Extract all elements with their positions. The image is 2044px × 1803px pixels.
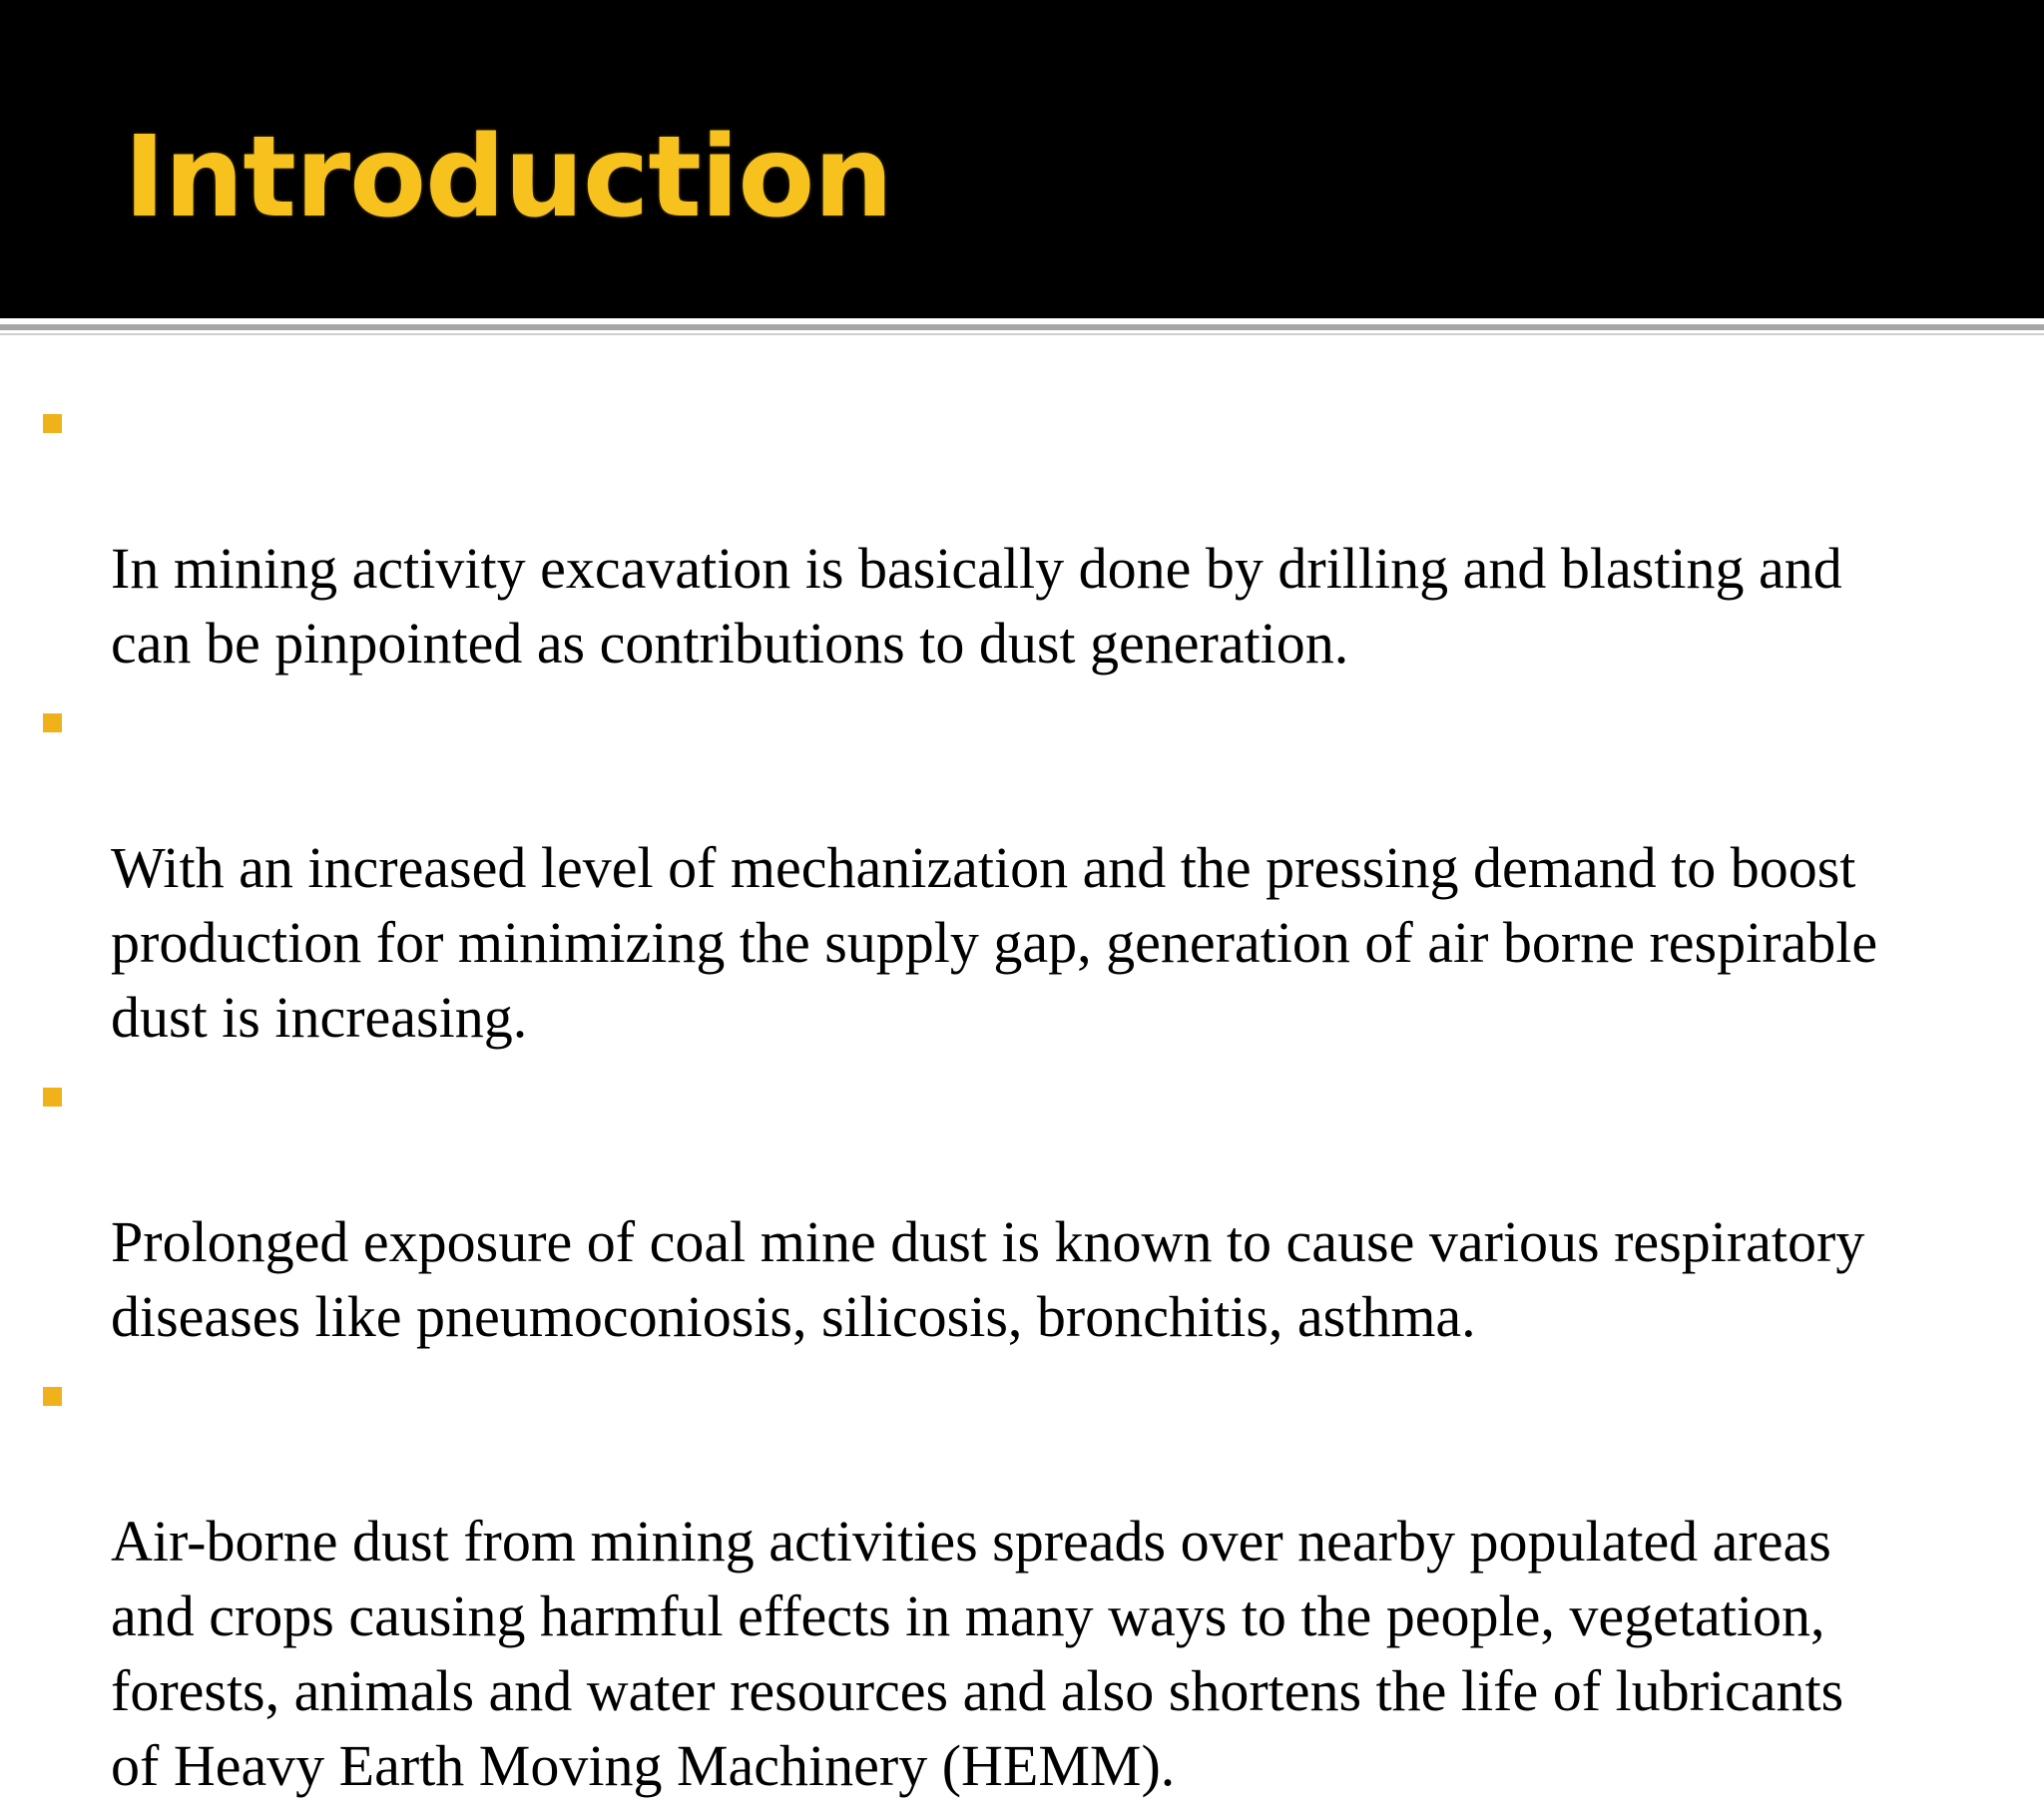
bullet-item: [0, 1055, 2032, 1354]
square-bullet-icon: [43, 414, 62, 433]
bullet-list: [0, 381, 2044, 1803]
bullet-item: [0, 381, 2032, 680]
bullet-text: Air-borne dust from mining activities spreads over nearby populated areas and crops causing harmful effects in many ways to the people, vegetation, forests, animals and water resources and also shortens the life of lubricants of Heavy Earth Moving Machinery (HEMM).: [111, 1509, 1844, 1798]
title-divider-thin: [0, 333, 2044, 335]
slide-title: Introduction: [124, 113, 893, 242]
square-bullet-icon: [43, 1088, 62, 1107]
bullet-text: With an increased level of mechanization and the pressing demand to boost production for minimizing the supply gap, generation of air borne respirable dust is increasing.: [111, 835, 1878, 1050]
title-divider: [0, 324, 2044, 330]
square-bullet-icon: [43, 1387, 62, 1406]
bullet-item: [0, 1354, 2032, 1803]
square-bullet-icon: [43, 713, 62, 732]
title-bar: [0, 0, 2044, 318]
bullet-item: [0, 680, 2032, 1055]
bullet-text: In mining activity excavation is basically done by drilling and blasting and can be pinpointed as contributions to dust generation.: [111, 536, 1842, 676]
bullet-text: Prolonged exposure of coal mine dust is known to cause various respiratory diseases like pneumoconiosis, silicosis, bronchitis, asthma.: [111, 1209, 1865, 1349]
